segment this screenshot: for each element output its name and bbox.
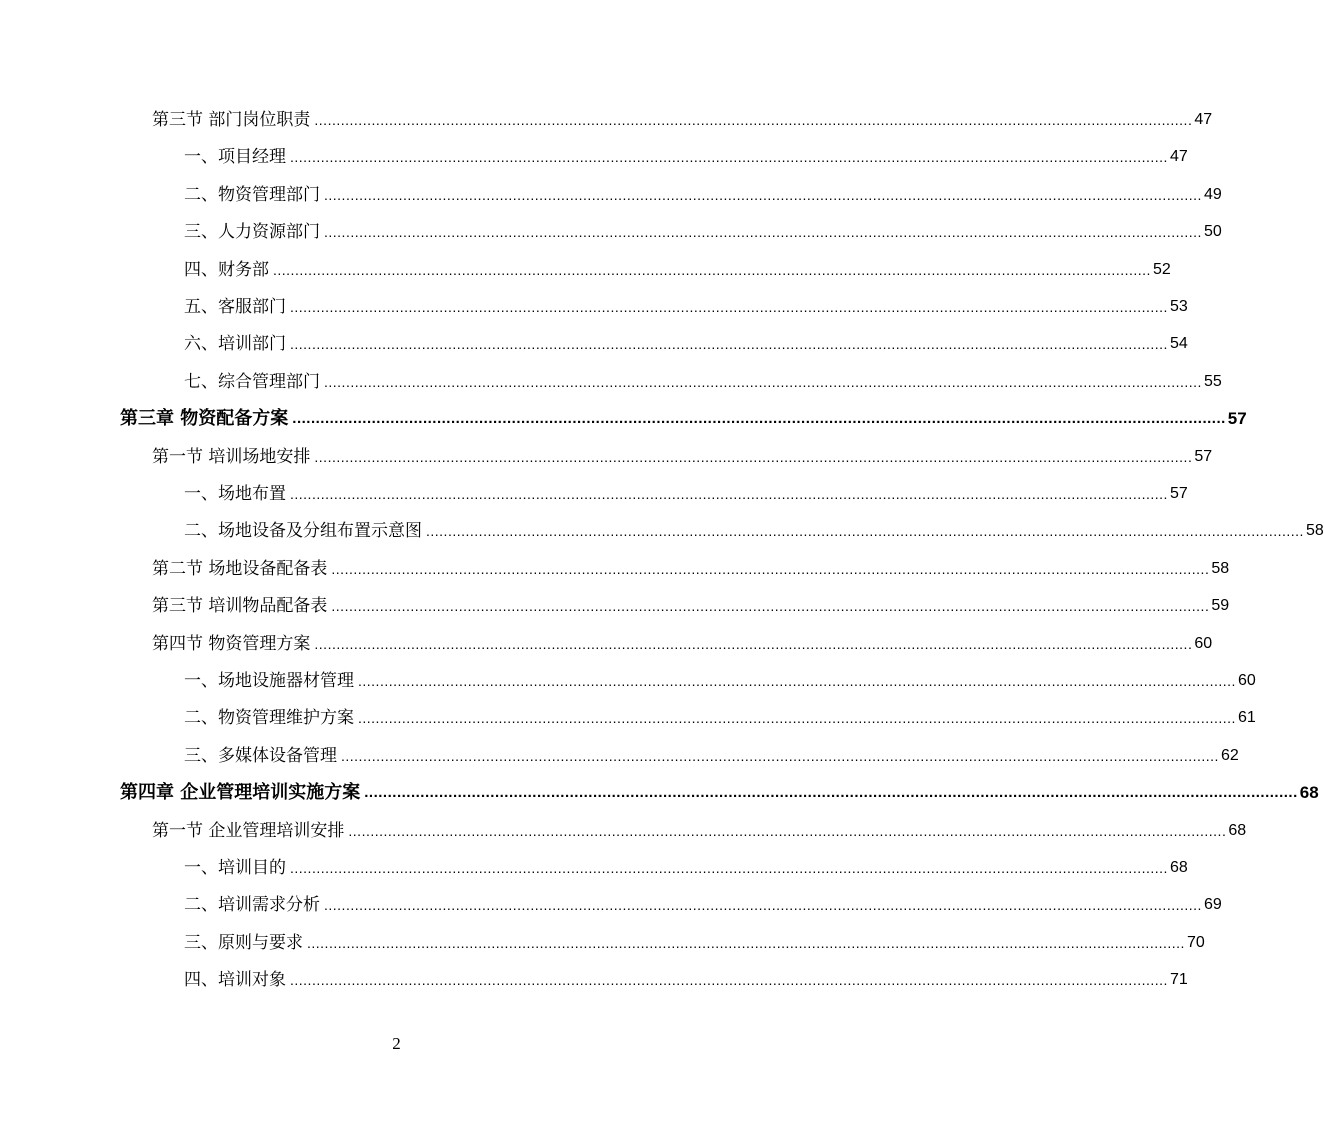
toc-entry-label: 一、场地布置 bbox=[184, 484, 286, 504]
toc-entry-label: 第四章 企业管理培训实施方案 bbox=[120, 782, 361, 804]
toc-entry-label: 一、培训目的 bbox=[184, 858, 286, 878]
toc-entry-label: 第四节 物资管理方案 bbox=[152, 633, 311, 654]
toc-entry-page: 59 bbox=[1211, 597, 1230, 615]
toc-entry-section[interactable] bbox=[152, 586, 1230, 623]
toc-entry-page: 52 bbox=[1152, 260, 1171, 278]
toc-leader-dots: ........................................................................................................................................................................................................ bbox=[290, 336, 1168, 353]
toc-entry-label: 第二节 场地设备配备表 bbox=[152, 558, 328, 579]
toc-entry-label: 第三章 物资配备方案 bbox=[120, 408, 289, 430]
toc-leader-dots: ........................................................................................................................................................................................................ bbox=[290, 972, 1168, 989]
toc-leader-dots: ........................................................................................................................................................................................................ bbox=[331, 598, 1210, 615]
toc-entry-label: 二、场地设备及分组布置示意图 bbox=[184, 521, 422, 542]
toc-leader-dots: ........................................................................................................................................................................................................ bbox=[331, 560, 1210, 577]
toc-entry-item[interactable] bbox=[184, 137, 1188, 174]
toc-entry-section[interactable] bbox=[152, 811, 1247, 848]
toc-entry-page: 69 bbox=[1203, 896, 1222, 914]
toc-leader-dots: ........................................................................................................................................................................................................ bbox=[324, 224, 1202, 241]
toc-entry-page: 47 bbox=[1169, 148, 1188, 166]
toc-entry-page: 71 bbox=[1169, 971, 1188, 989]
toc-entry-page: 57 bbox=[1194, 447, 1213, 465]
toc-entry-label: 七、综合管理部门 bbox=[184, 371, 320, 392]
toc-leader-dots: ........................................................................................................................................................................................................ bbox=[290, 299, 1168, 315]
toc-entry-item[interactable] bbox=[184, 212, 1222, 249]
toc-entry-label: 一、项目经理 bbox=[184, 147, 286, 168]
toc-leader-dots: ........................................................................................................................................................................................................ bbox=[273, 261, 1151, 278]
toc-entry-section[interactable] bbox=[152, 624, 1213, 661]
toc-entry-page: 57 bbox=[1227, 409, 1247, 429]
toc-entry-page: 50 bbox=[1203, 223, 1222, 241]
toc-leader-dots: ........................................................................................................................................................................................................ bbox=[426, 523, 1304, 540]
toc-leader-dots: ........................................................................................................................................................................................................ bbox=[290, 486, 1168, 502]
toc-leader-dots: ........................................................................................................................................................................................................ bbox=[307, 934, 1185, 951]
toc-entry-label: 第一节 培训场地安排 bbox=[152, 446, 311, 467]
toc-entry-label: 第三节 培训物品配备表 bbox=[152, 596, 328, 617]
toc-entry-page: 68 bbox=[1299, 783, 1319, 803]
toc-entry-page: 47 bbox=[1194, 111, 1213, 128]
toc-entry-label: 一、场地设施器材管理 bbox=[184, 671, 354, 691]
toc-leader-dots: ........................................................................................................................................................................................................ bbox=[348, 822, 1227, 839]
toc-entry-page: 58 bbox=[1305, 522, 1324, 540]
toc-leader-dots: ........................................................................................................................................................................................................ bbox=[290, 860, 1168, 876]
toc-entry-item[interactable] bbox=[184, 324, 1188, 361]
toc-entry-item[interactable] bbox=[184, 362, 1222, 399]
toc-entry-page: 61 bbox=[1237, 709, 1256, 727]
toc-entry-page: 60 bbox=[1237, 672, 1256, 689]
toc-entry-item[interactable] bbox=[184, 511, 1324, 548]
toc-entry-item[interactable] bbox=[184, 250, 1171, 287]
toc-entry-label: 三、原则与要求 bbox=[184, 932, 303, 953]
toc-entry-section[interactable] bbox=[152, 549, 1230, 586]
toc-entry-label: 五、客服部门 bbox=[184, 297, 286, 317]
toc-leader-dots: ........................................................................................................................................................................................................ bbox=[324, 897, 1202, 914]
toc-entry-item[interactable] bbox=[184, 885, 1222, 922]
page-number: 2 bbox=[392, 1034, 401, 1053]
toc-entry-chapter[interactable] bbox=[120, 399, 1247, 436]
toc-leader-dots: ........................................................................................................................................................................................................ bbox=[324, 373, 1202, 390]
toc-entry-label: 二、物资管理部门 bbox=[184, 184, 320, 205]
toc-entry-item[interactable] bbox=[184, 736, 1239, 773]
toc-entry-item[interactable] bbox=[184, 474, 1188, 511]
toc-entry-label: 第一节 企业管理培训安排 bbox=[152, 820, 345, 841]
toc-entry-page: 49 bbox=[1203, 185, 1222, 203]
toc-entry-label: 二、培训需求分析 bbox=[184, 895, 320, 916]
toc-leader-dots: ........................................................................................................................................................................................................ bbox=[314, 448, 1193, 465]
toc-entry-section[interactable] bbox=[152, 437, 1213, 474]
toc-entry-label: 四、财务部 bbox=[184, 259, 269, 280]
toc-entry-page: 55 bbox=[1203, 372, 1222, 390]
toc-entry-page: 53 bbox=[1169, 298, 1188, 315]
toc-leader-dots: ........................................................................................................................................................................................................ bbox=[341, 747, 1219, 764]
toc-entry-page: 58 bbox=[1211, 559, 1230, 577]
toc-entry-item[interactable] bbox=[184, 960, 1188, 997]
toc-entry-item[interactable] bbox=[184, 923, 1205, 960]
toc-leader-dots: ........................................................................................................................................................................................................ bbox=[292, 410, 1226, 428]
toc-entry-item[interactable] bbox=[184, 848, 1188, 885]
toc-entry-label: 六、培训部门 bbox=[184, 334, 286, 355]
toc-entry-chapter[interactable] bbox=[120, 773, 1319, 810]
toc-entry-page: 60 bbox=[1194, 634, 1213, 652]
toc-entry-item[interactable] bbox=[184, 175, 1222, 212]
toc-leader-dots: ........................................................................................................................................................................................................ bbox=[290, 149, 1168, 166]
toc-entry-page: 57 bbox=[1169, 485, 1188, 502]
toc-entry-item[interactable] bbox=[184, 698, 1256, 735]
toc-entry-label: 三、人力资源部门 bbox=[184, 222, 320, 243]
toc-leader-dots: ........................................................................................................................................................................................................ bbox=[358, 710, 1236, 727]
toc-leader-dots: ........................................................................................................................................................................................................ bbox=[324, 186, 1202, 203]
toc-entry-section[interactable] bbox=[152, 100, 1213, 137]
toc-leader-dots: ........................................................................................................................................................................................................ bbox=[358, 673, 1236, 689]
toc-entry-page: 54 bbox=[1169, 335, 1188, 353]
toc-entry-label: 二、物资管理维护方案 bbox=[184, 708, 354, 729]
toc-entry-page: 62 bbox=[1220, 746, 1239, 764]
toc-entry-label: 第三节 部门岗位职责 bbox=[152, 110, 311, 130]
toc-leader-dots: ........................................................................................................................................................................................................ bbox=[364, 784, 1298, 802]
toc-entry-item[interactable] bbox=[184, 287, 1188, 324]
toc-entry-label: 三、多媒体设备管理 bbox=[184, 745, 337, 766]
toc-entry-label: 四、培训对象 bbox=[184, 970, 286, 991]
toc-entry-page: 68 bbox=[1169, 859, 1188, 876]
toc-entry-page: 68 bbox=[1228, 821, 1247, 839]
toc-entry-item[interactable] bbox=[184, 661, 1256, 698]
toc-entry-page: 70 bbox=[1186, 933, 1205, 951]
toc-leader-dots: ........................................................................................................................................................................................................ bbox=[314, 635, 1193, 652]
toc-leader-dots: ........................................................................................................................................................................................................ bbox=[314, 112, 1193, 128]
